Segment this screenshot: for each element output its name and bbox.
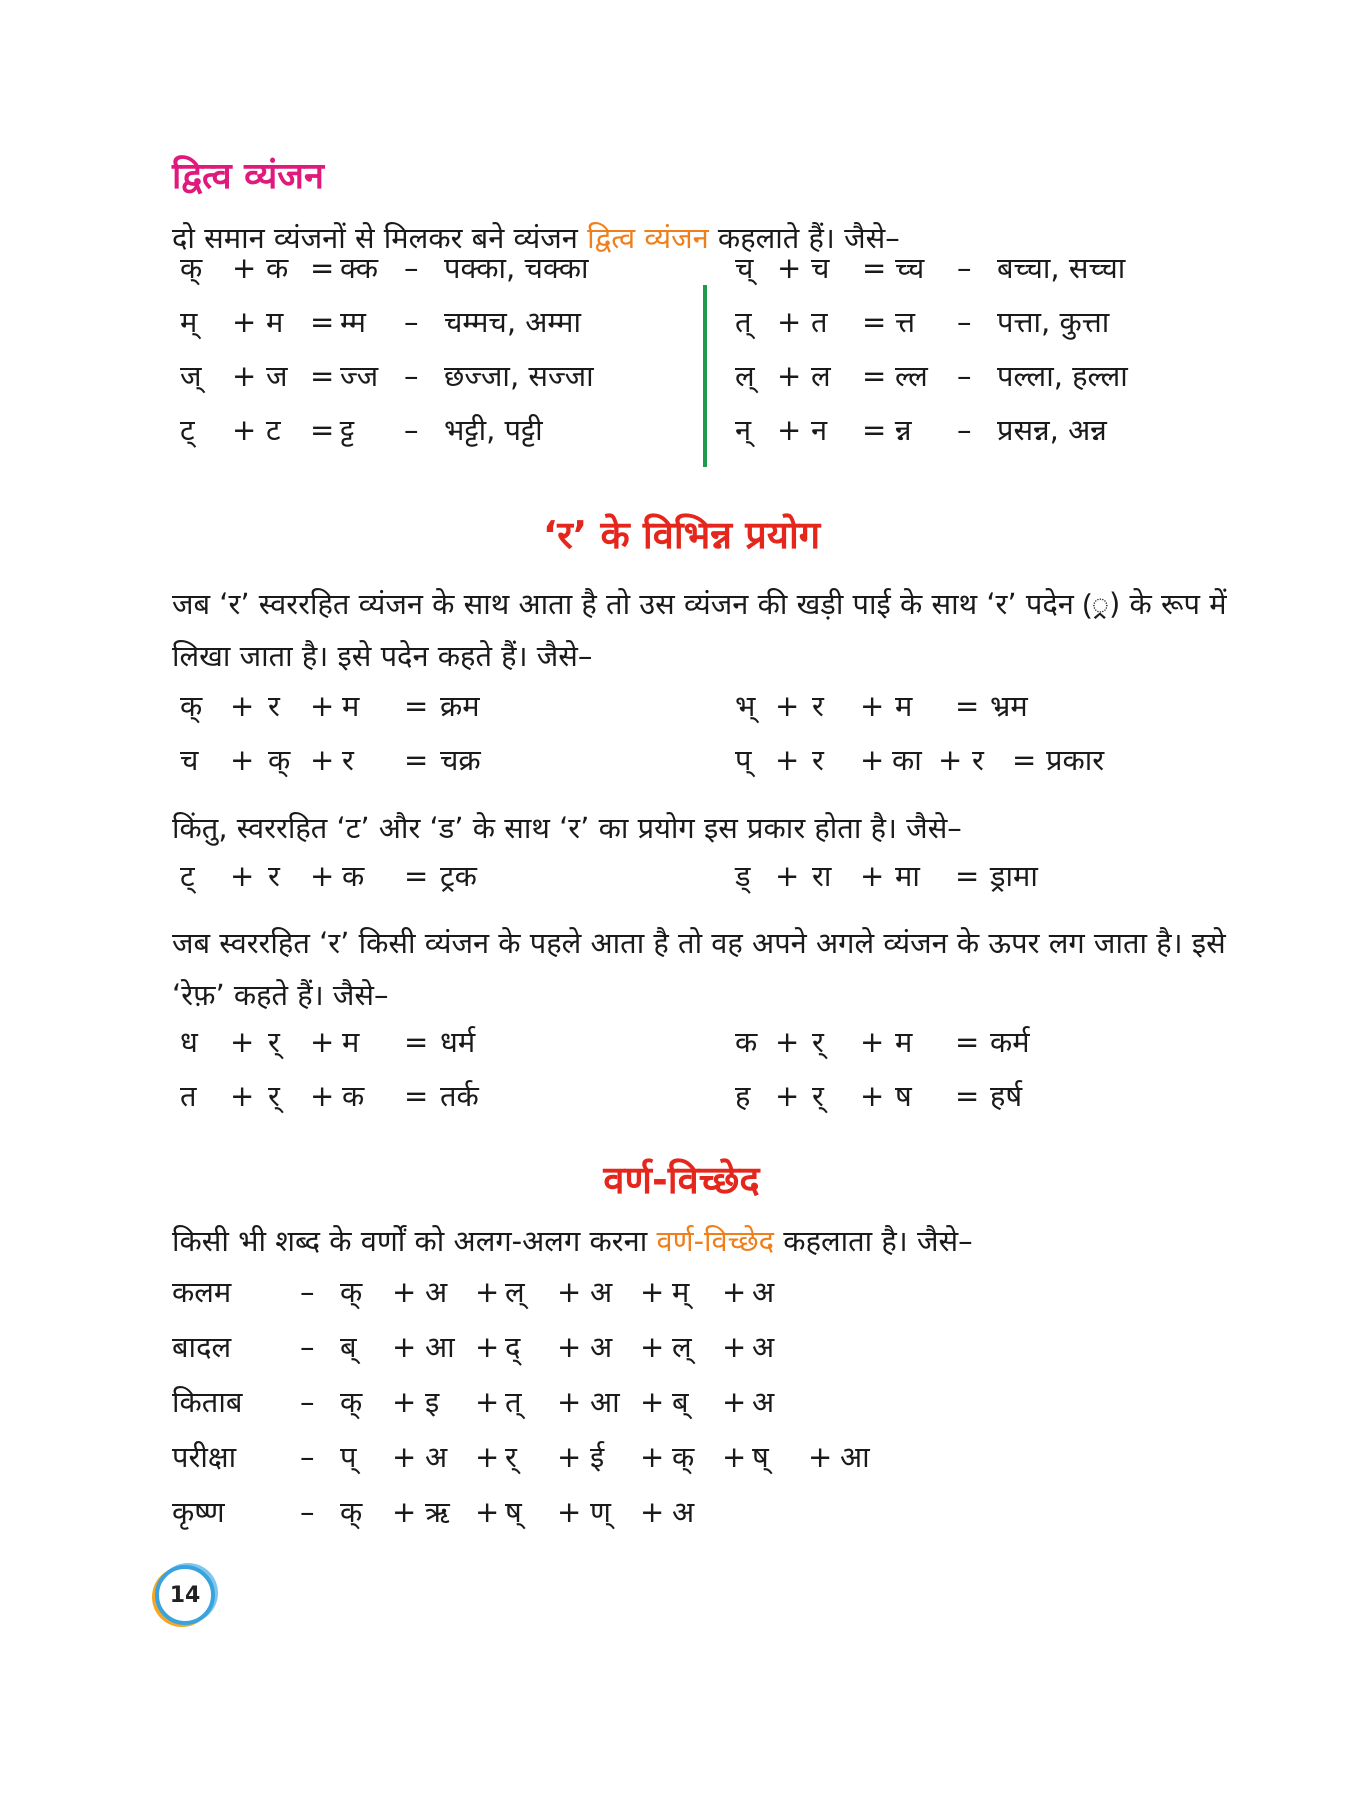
varn-part: + [557, 1275, 582, 1309]
intro-text: किसी भी शब्द के वर्णों को अलग-अलग करना [172, 1224, 657, 1258]
varn-part: आ [840, 1440, 870, 1474]
paden-paragraph: जब ‘र’ स्वररहित व्यंजन के साथ आता है तो उस व्यंजन की खड़ी पाई के साथ ‘र’ पदेन (्र) के रूप में लिखा जाता है। इसे पदेन कहते हैं। जैसे– [172, 587, 1227, 673]
varn-part: + [640, 1275, 665, 1309]
formula-part: – [404, 251, 419, 285]
intro-text-end: कहलाते हैं। जैसे– [708, 221, 900, 255]
formula-part: ध [180, 1025, 198, 1059]
varn-part: – [300, 1440, 315, 1474]
formula-part: ट्रक [440, 859, 477, 893]
formula-part: = [862, 413, 887, 447]
formula-part: न्न [895, 413, 912, 447]
formula-part: र् [812, 1079, 824, 1113]
formula-part: + [860, 859, 885, 893]
varn-part: + [557, 1385, 582, 1419]
dvitva-row [0, 349, 1363, 403]
varn-part: क् [340, 1385, 363, 1419]
varn-part: + [640, 1495, 665, 1529]
formula-part: + [230, 859, 255, 893]
formula-part: = [955, 689, 980, 723]
formula-part: प्रकार [1046, 743, 1105, 777]
varn-part: + [722, 1385, 747, 1419]
formula-part: क [735, 1025, 758, 1059]
formula-part: क्रम [440, 689, 480, 723]
varn-part: + [640, 1440, 665, 1474]
formula-part: + [777, 413, 802, 447]
page-number-badge: 14 [155, 1565, 215, 1625]
varn-part: – [300, 1330, 315, 1364]
varn-part: – [300, 1385, 315, 1419]
varn-part: + [640, 1385, 665, 1419]
formula-part: क [342, 859, 365, 893]
formula-part: + [230, 1079, 255, 1113]
formula-part: + [775, 743, 800, 777]
formula-part: = [955, 1025, 980, 1059]
formula-part: र [812, 689, 824, 723]
varn-part: क् [672, 1440, 695, 1474]
formula-part: पक्का, चक्का [444, 251, 589, 285]
formula-part: धर्म [440, 1025, 476, 1059]
formula-part: चम्मच, अम्मा [444, 305, 581, 339]
varn-part: + [808, 1440, 833, 1474]
formula-part: + [775, 1025, 800, 1059]
section-title-varn-vichchhed: वर्ण-विच्छेद [603, 1158, 760, 1202]
varn-intro [172, 1215, 1252, 1267]
varn-part: अ [590, 1275, 613, 1309]
formula-part: म [266, 305, 284, 339]
formula-part: = [955, 859, 980, 893]
formula-part: + [310, 743, 335, 777]
formula-part: = [862, 251, 887, 285]
varn-row [0, 1320, 1363, 1374]
section-title-ra-prayog: ‘र’ के विभिन्न प्रयोग [542, 513, 821, 557]
formula-part: ज् [180, 359, 202, 393]
formula-part: – [957, 359, 972, 393]
formula-part: का [892, 743, 922, 777]
varn-part: + [392, 1440, 417, 1474]
formula-part: र [972, 743, 984, 777]
formula-part: भट्टी, पट्टी [444, 413, 543, 447]
formula-part: + [775, 859, 800, 893]
formula-part: र [812, 743, 824, 777]
varn-part: + [475, 1385, 500, 1419]
formula-part: म् [180, 305, 198, 339]
formula-part: क् [180, 251, 203, 285]
formula-part: र् [268, 1025, 280, 1059]
formula-part: ड् [735, 859, 751, 893]
varn-part: इ [425, 1385, 440, 1419]
formula-part: म्म [340, 305, 367, 339]
formula-part: + [232, 359, 257, 393]
varn-part: म् [672, 1275, 690, 1309]
varn-part: ब् [672, 1385, 689, 1419]
intro-highlight: वर्ण-विच्छेद [656, 1224, 775, 1258]
formula-part: = [862, 359, 887, 393]
formula-part: – [957, 251, 972, 285]
formula-part: + [232, 413, 257, 447]
formula-part: + [775, 1079, 800, 1113]
formula-part: = [404, 1025, 429, 1059]
reph-paragraph: जब स्वररहित ‘र’ किसी व्यंजन के पहले आता है तो वह अपने अगले व्यंजन के ऊपर लग जाता है। इसे ‘रेफ़’ कहते हैं। जैसे– [172, 926, 1226, 1012]
formula-part: = [404, 689, 429, 723]
formula-part: + [777, 251, 802, 285]
varn-part: अ [752, 1385, 775, 1419]
formula-part: च [180, 743, 199, 777]
intro-highlight: द्वित्व व्यंजन [587, 221, 709, 255]
formula-part: + [230, 743, 255, 777]
formula-part: + [310, 859, 335, 893]
formula-part: + [777, 305, 802, 339]
dvitva-row [0, 403, 1363, 457]
varn-part: + [557, 1495, 582, 1529]
formula-row [0, 679, 1363, 733]
formula-part: र् [268, 1079, 280, 1113]
formula-part: प् [735, 743, 752, 777]
formula-part: क [266, 251, 289, 285]
varn-part: द् [505, 1330, 521, 1364]
varn-part: अ [752, 1330, 775, 1364]
varn-part: + [475, 1495, 500, 1529]
formula-part: ल [811, 359, 831, 393]
varn-part: + [475, 1440, 500, 1474]
formula-part: र [342, 743, 354, 777]
formula-part: त [811, 305, 828, 339]
dvitva-row [0, 295, 1363, 349]
varn-part: अ [590, 1330, 613, 1364]
varn-part: + [392, 1385, 417, 1419]
formula-part: ज्ज [340, 359, 379, 393]
varn-part: अ [425, 1275, 448, 1309]
formula-part: – [957, 413, 972, 447]
formula-part: मा [895, 859, 920, 893]
formula-part: + [860, 1079, 885, 1113]
formula-part: – [404, 359, 419, 393]
formula-part: बच्चा, सच्चा [997, 251, 1126, 285]
word: कलम [172, 1275, 232, 1309]
formula-part: च्च [895, 251, 925, 285]
varn-part: ल् [505, 1275, 525, 1309]
varn-part: ष् [505, 1495, 522, 1529]
formula-part: क् [268, 743, 291, 777]
varn-part: + [640, 1330, 665, 1364]
formula-part: + [938, 743, 963, 777]
varn-part: क् [340, 1495, 363, 1529]
formula-part: – [404, 413, 419, 447]
formula-part: + [310, 1025, 335, 1059]
formula-part: = [404, 743, 429, 777]
formula-part: म [895, 689, 913, 723]
varn-part: + [475, 1330, 500, 1364]
formula-part: + [860, 743, 885, 777]
formula-part: + [232, 305, 257, 339]
formula-part: ट [266, 413, 281, 447]
varn-part: + [722, 1275, 747, 1309]
varn-part: क् [340, 1275, 363, 1309]
formula-part: र् [812, 1025, 824, 1059]
formula-part: त् [735, 305, 752, 339]
formula-part: क [342, 1079, 365, 1113]
varn-part: ल् [672, 1330, 692, 1364]
varn-part: – [300, 1275, 315, 1309]
formula-row [0, 849, 1363, 903]
word: कृष्ण [172, 1495, 225, 1529]
formula-part: ज [266, 359, 288, 393]
formula-part: म [342, 1025, 360, 1059]
varn-part: + [392, 1495, 417, 1529]
formula-part: + [777, 359, 802, 393]
formula-part: + [775, 689, 800, 723]
varn-part: प् [340, 1440, 357, 1474]
formula-part: = [310, 251, 335, 285]
formula-part: च [811, 251, 830, 285]
formula-part: – [957, 305, 972, 339]
formula-part: त [180, 1079, 197, 1113]
varn-part: + [557, 1330, 582, 1364]
formula-part: ट् [180, 859, 195, 893]
formula-part: र [268, 689, 280, 723]
word: परीक्षा [172, 1440, 237, 1474]
formula-part: = [404, 859, 429, 893]
varn-part: ई [590, 1440, 605, 1474]
formula-part: पल्ला, हल्ला [997, 359, 1128, 393]
formula-part: + [860, 1025, 885, 1059]
varn-part: त् [505, 1385, 522, 1419]
varn-part: र् [505, 1440, 517, 1474]
formula-part: र [268, 859, 280, 893]
formula-part: म [895, 1025, 913, 1059]
intro-text: दो समान व्यंजनों से मिलकर बने व्यंजन [172, 221, 588, 255]
varn-part: अ [425, 1440, 448, 1474]
varn-row [0, 1430, 1363, 1484]
formula-part: + [860, 689, 885, 723]
formula-part: रा [812, 859, 832, 893]
formula-part: + [310, 689, 335, 723]
section-title-dvitva: द्वित्व व्यंजन [172, 156, 324, 197]
formula-part: तर्क [440, 1079, 479, 1113]
formula-part: – [404, 305, 419, 339]
varn-part: आ [425, 1330, 455, 1364]
formula-part: = [955, 1079, 980, 1113]
formula-part: त्त [895, 305, 916, 339]
formula-part: कर्म [990, 1025, 1030, 1059]
word: किताब [172, 1385, 243, 1419]
varn-part: ब् [340, 1330, 357, 1364]
varn-part: आ [590, 1385, 620, 1419]
formula-part: भ्रम [990, 689, 1028, 723]
formula-part: = [310, 305, 335, 339]
formula-part: क्क [340, 251, 379, 285]
formula-part: पत्ता, कुत्ता [997, 305, 1110, 339]
formula-part: = [404, 1079, 429, 1113]
varn-part: + [722, 1440, 747, 1474]
varn-part: अ [672, 1495, 695, 1529]
formula-part: ह [735, 1079, 751, 1113]
varn-part: + [392, 1275, 417, 1309]
formula-row [0, 1015, 1363, 1069]
formula-part: ष [895, 1079, 912, 1113]
formula-part: प्रसन्न, अन्न [997, 413, 1107, 447]
formula-part: न [811, 413, 828, 447]
formula-part: हर्ष [990, 1079, 1023, 1113]
formula-part: + [230, 689, 255, 723]
formula-part: क् [180, 689, 203, 723]
varn-part: + [392, 1330, 417, 1364]
formula-part: = [1012, 743, 1037, 777]
formula-part: ट् [180, 413, 195, 447]
dvitva-row [0, 241, 1363, 295]
formula-part: भ् [735, 689, 756, 723]
formula-part: + [230, 1025, 255, 1059]
formula-part: चक्र [440, 743, 481, 777]
formula-row [0, 733, 1363, 787]
varn-row [0, 1265, 1363, 1319]
varn-part: + [475, 1275, 500, 1309]
varn-part: ण् [590, 1495, 611, 1529]
varn-part: + [722, 1330, 747, 1364]
formula-part: = [862, 305, 887, 339]
varn-part: ष् [752, 1440, 769, 1474]
formula-row [0, 1069, 1363, 1123]
formula-part: = [310, 359, 335, 393]
formula-part: ड्रामा [990, 859, 1038, 893]
ta-da-paragraph: किंतु, स्वररहित ‘ट’ और ‘ड’ के साथ ‘र’ का प्रयोग इस प्रकार होता है। जैसे– [172, 811, 962, 845]
varn-row [0, 1485, 1363, 1539]
formula-part: ट्ट [340, 413, 355, 447]
formula-part: ल्ल [895, 359, 928, 393]
varn-part: ऋ [425, 1495, 450, 1529]
word: बादल [172, 1330, 232, 1364]
intro-text-end: कहलाता है। जैसे– [774, 1224, 973, 1258]
formula-part: म [342, 689, 360, 723]
varn-part: अ [752, 1275, 775, 1309]
formula-part: च् [735, 251, 754, 285]
formula-part: छज्जा, सज्जा [444, 359, 594, 393]
formula-part: न् [735, 413, 752, 447]
varn-part: + [557, 1440, 582, 1474]
varn-row [0, 1375, 1363, 1429]
formula-part: ल् [735, 359, 755, 393]
formula-part: + [232, 251, 257, 285]
varn-part: – [300, 1495, 315, 1529]
formula-part: + [310, 1079, 335, 1113]
formula-part: = [310, 413, 335, 447]
